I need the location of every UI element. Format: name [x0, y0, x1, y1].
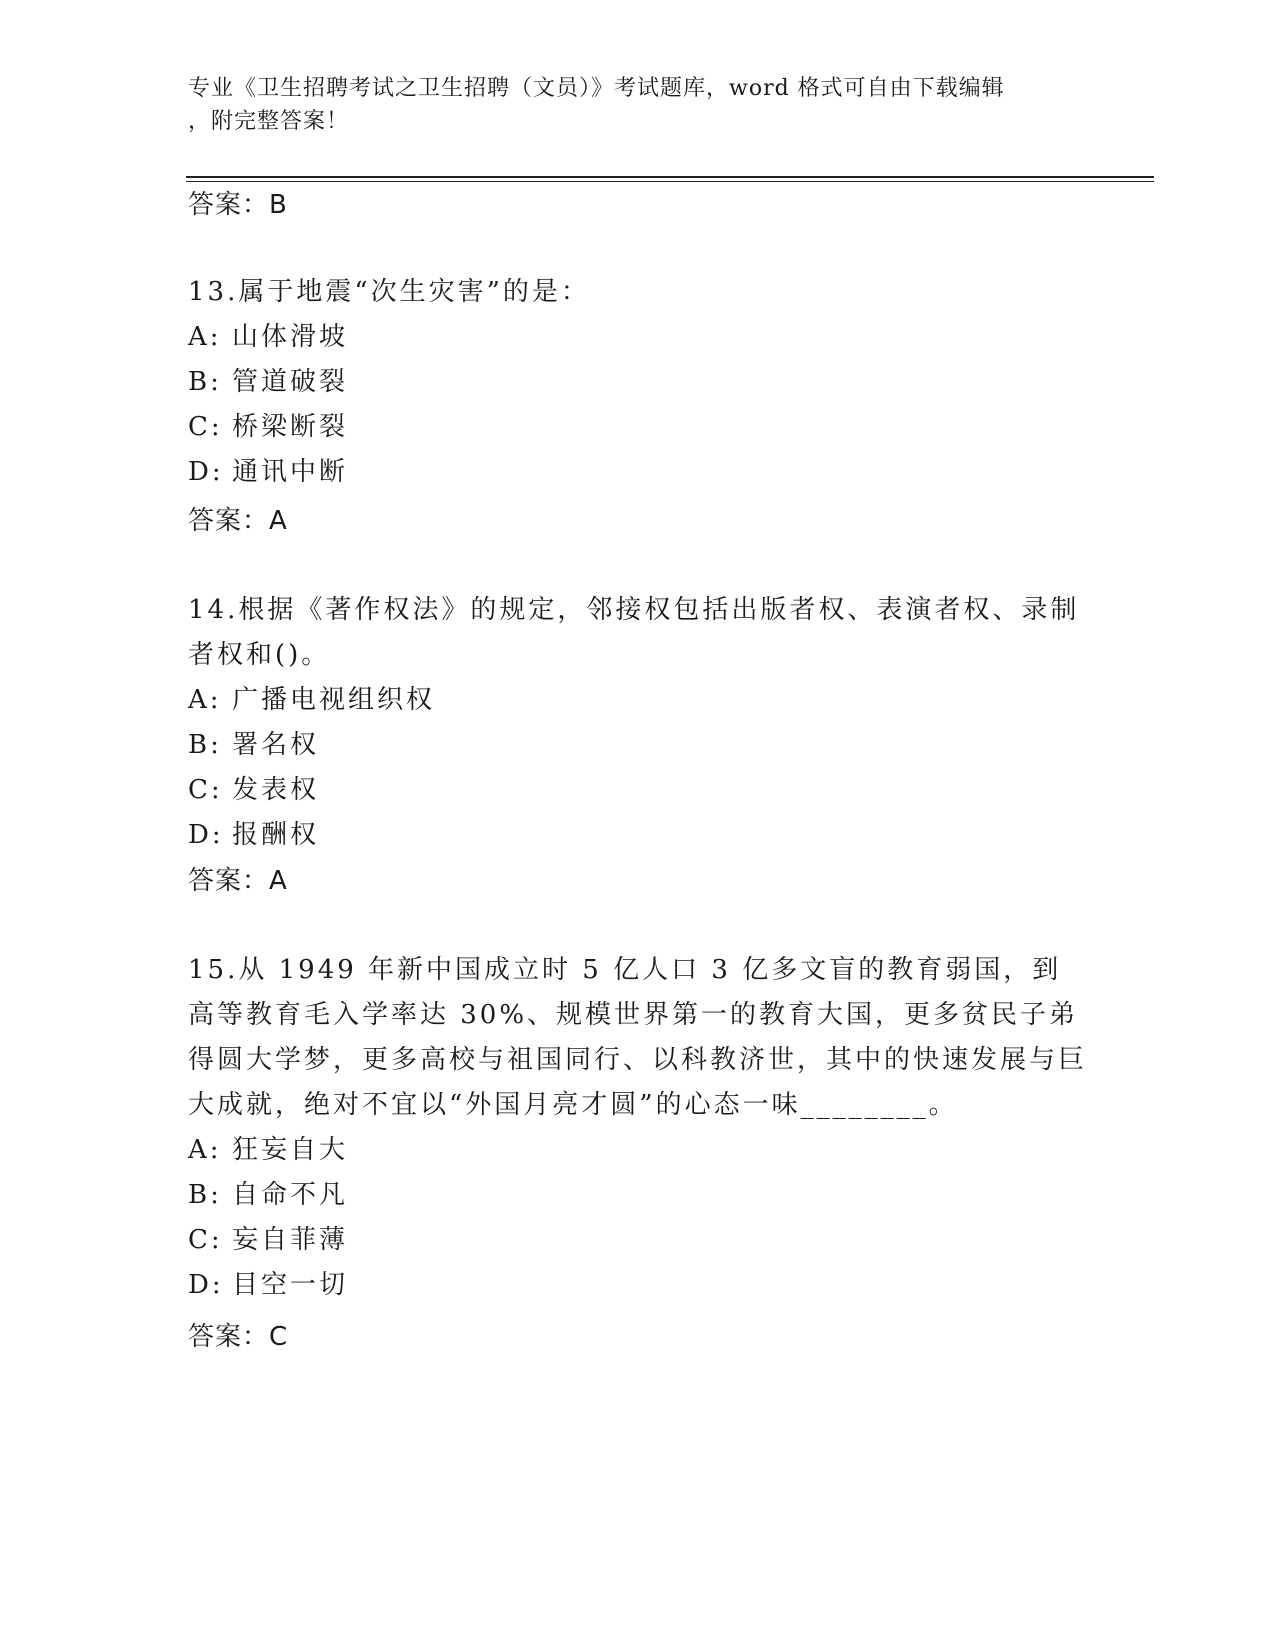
question-13-option-a: A: 山体滑坡: [188, 322, 349, 352]
question-15-option-c: C: 妄自菲薄: [188, 1225, 349, 1255]
answer-q12: 答案：B: [188, 190, 288, 220]
question-13-option-c: C: 桥梁断裂: [188, 412, 349, 442]
question-14-option-a: A: 广播电视组织权: [188, 685, 436, 715]
header-line-2: ，附完整答案！: [188, 109, 350, 134]
question-15-option-d: D: 目空一切: [188, 1270, 349, 1300]
question-15-option-b: B: 自命不凡: [188, 1180, 349, 1210]
question-14: [188, 588, 1088, 858]
question-15-option-a: A: 狂妄自大: [188, 1135, 349, 1165]
document-header: [188, 72, 1088, 138]
question-13-stem: 13.属于地震“次生灾害”的是：: [188, 277, 590, 307]
header-line-1: 专业《卫生招聘考试之卫生招聘（文员）》考试题库，word 格式可自由下载编辑: [188, 76, 1005, 101]
answer-q15: 答案：C: [188, 1322, 289, 1352]
header-divider: [186, 176, 1154, 182]
question-15: [188, 948, 1088, 1308]
answer-q13: 答案：A: [188, 506, 288, 536]
question-14-option-b: B: 署名权: [188, 730, 320, 760]
question-14-option-d: D: 报酬权: [188, 820, 320, 850]
question-15-stem: 15.从 1949 年新中国成立时 5 亿人口 3 亿多文盲的教育弱国，到高等教育毛入学率达 30%、规模世界第一的教育大国，更多贫民子弟得圆大学梦，更多高校与祖国同行、以科教济世，其中的快速发展与巨大成就，绝对不宜以“外国月亮才圆”的心态一味________。: [188, 955, 1088, 1120]
question-14-stem: 14.根据《著作权法》的规定，邻接权包括出版者权、表演者权、录制者权和()。: [188, 595, 1080, 670]
question-13-option-d: D: 通讯中断: [188, 457, 349, 487]
answer-q14: 答案：A: [188, 866, 288, 896]
question-13: [188, 270, 1088, 495]
question-14-option-c: C: 发表权: [188, 775, 320, 805]
question-13-option-b: B: 管道破裂: [188, 367, 349, 397]
